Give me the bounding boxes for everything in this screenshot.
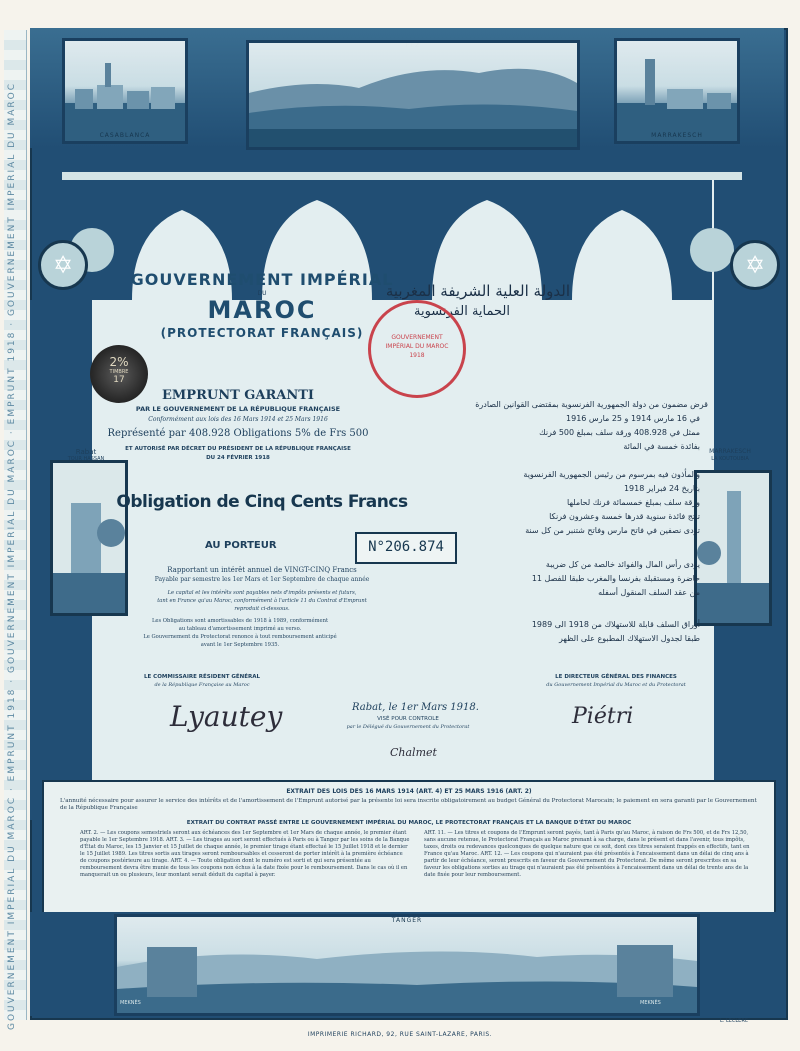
arabic-line-5: والمأذون فيه بمرسوم من رئيس الجمهورية الفرنسوية	[523, 470, 700, 479]
left-signatory-sub: de la République Française au Maroc	[154, 682, 250, 688]
koutoubia-label: LA KOUTOUBIA	[711, 456, 749, 462]
laws-extract-text: L'annuité nécessaire pour assurer le service des intérêts et de l'amortissement de l'Emprunt autorisé par la présente loi sera inscrite obligatoirement au budget Général du Protectorat Marocain; le paiement en sera garanti par le Gouvernement de la République Française	[60, 798, 757, 811]
meknes-right-label: MEKNÈS	[640, 1000, 661, 1006]
arabic-line-9: تؤدى نصفين في فاتح مارس وفاتح شتنبر من كل سنة	[525, 526, 700, 535]
loan-laws: Conformément aux lois des 16 Mars 1914 et 25 Mars 1916	[148, 416, 328, 423]
rabat-vignette	[50, 460, 128, 616]
tour-hassan-illustration	[53, 463, 125, 613]
red-ink-stamp	[368, 300, 466, 398]
seal-number: 17	[113, 375, 125, 385]
rabat-label: Rabat	[75, 448, 97, 456]
note-line-2: tant en France qu'au Maroc, conformément à l'article 11 du Contrat d'Emprunt	[157, 598, 367, 604]
interest-line: Rapportant un intérêt annuel de VINGT-CINQ Francs	[167, 566, 357, 574]
control-signature: Chalmet	[390, 746, 437, 759]
note-line-1: Le capital et les intérêts sont payables nets d'impôts présents et futurs,	[167, 590, 357, 596]
right-signatory-title: LE DIRECTEUR GÉNÉRAL DES FINANCES	[555, 674, 677, 680]
stub-text: GOUVERNEMENT IMPÉRIAL DU MAROC · EMPRUNT 1918 · GOUVERNEMENT IMPÉRIAL DU MAROC · EMPRUNT 1918 · GOUVERNEMENT IMPÉRIAL DU MAROC	[7, 81, 17, 1030]
arabic-line-14: طبقا لجدول الاستهلاك المطبوع على الظهر	[559, 634, 700, 643]
arabic-line-2: في 16 مارس 1914 و 25 مارس 1916	[566, 414, 700, 423]
arabic-line-8: تنتج فائدة سنوية قدرها خمسة وعشرون فرنكا	[549, 512, 700, 521]
arabic-line-3: ممثل في 408.928 ورقة سلف بمبلغ 500 فرنك	[539, 428, 700, 437]
perforated-stub	[4, 30, 27, 1030]
title-line1: GOUVERNEMENT IMPÉRIAL	[130, 270, 394, 289]
tanger-vignette	[114, 914, 700, 1016]
tax-stamp-seal	[90, 345, 148, 403]
arabic-line-11: حاضرة ومستقبلة بفرنسا والمغرب طبقا للفصل 11	[531, 574, 700, 583]
left-signature: Lyautey	[170, 700, 283, 733]
marrakesch-vignette	[614, 38, 740, 144]
contract-column-right: ART. 11. — Les titres et coupons de l'Emprunt seront payés, tant à Paris qu'au Maroc, à raison de Frs 500, et de Frs 12,50, sans aucune retenue, le Protectorat Français au Maroc prenant à sa charge, dans le présent et dans l'avenir, tous impôts, taxes, droits ou redevances quelconques de quelque nature que ce soit, dont ces titres seraient frappés en effectifs, tant en France qu'au Maroc. ART. 12. — Les coupons qui n'auraient pas été présentés à l'encaissement dans un délai de cinq ans à partir de leur échéance, seront prescrits en faveur du Gouvernement du Protectorat. De même seront prescrites en sa faveur les obligations sorties au tirage qui n'auraient pas été présentées à l'encaissement dans un délai de trente ans de la date fixée pour leur remboursement.	[424, 830, 750, 878]
arabic-line-12: من عقد السلف المنقول أسفله	[598, 588, 700, 597]
loan-decree-date: DU 24 FÉVRIER 1918	[206, 455, 270, 461]
bond-title: Obligation de Cinq Cents Francs	[116, 492, 408, 512]
tanger-illustration	[117, 917, 697, 1013]
marrakesch-illustration	[617, 41, 737, 141]
legal-extracts	[42, 780, 776, 918]
meknes-left-label: MEKNÈS	[120, 1000, 141, 1006]
loan-guarantor: PAR LE GOUVERNEMENT DE LA RÉPUBLIQUE FRANÇAISE	[135, 405, 341, 413]
note-line-3: reproduit ci-dessous.	[234, 606, 290, 612]
contract-heading: EXTRAIT DU CONTRAT PASSÉ ENTRE LE GOUVERNEMENT IMPÉRIAL DU MAROC, LE PROTECTORAT FRANÇAIS ET LA BANQUE D'ÉTAT DU MAROC	[186, 820, 632, 826]
contract-column-left: ART. 2. — Les coupons semestriels seront aux échéances des 1er Septembre et 1er Mars de chaque année, le premier étant payable le 1er Septembre 1918. ART. 3. — Les tirages au sort seront effectués à Paris ou à Tanger par les soins de la Banque d'État du Maroc, les 15 Janvier et 15 Juillet de chaque année, le premier tirage étant effectué le 15 Juillet 1918 et le dernier le 15 Juillet 1989. Les titres sortis aux tirages seront remboursables et cesseront de porter intérêt à la première échéance de coupons postérieure au tirage. ART. 4. — Toute obligation dont le numéro est sorti et qui sera présentée au remboursement devra être munie de tous les coupons non échus à la date fixée pour le remboursement. Dans le cas où il en manquerait un ou plusieurs, leur montant serait déduit du capital à payer.	[80, 830, 410, 878]
arabic-line-13: أوراق السلف قابلة للاستهلاك من 1918 الى 1989	[531, 620, 700, 629]
loan-decree: ET AUTORISÉ PAR DÉCRET DU PRÉSIDENT DE LA RÉPUBLIQUE FRANÇAISE	[125, 446, 351, 452]
title-maroc: MAROC	[207, 296, 317, 324]
left-star-medallion: ✡	[38, 240, 88, 290]
marrakesch-label: MARRAKESCH	[651, 132, 703, 139]
arabic-line-7: ورقة سلف بمبلغ خمسمائة فرنك لحاملها	[567, 498, 700, 507]
arabic-title-1: الدولة العلية الشريفة المغربية	[385, 282, 570, 300]
right-signature: Piétri	[572, 704, 634, 729]
payable-line: Payable par semestre les 1er Mars et 1er Septembre de chaque année	[154, 576, 370, 583]
place-date: Rabat, le 1er Mars 1918.	[352, 702, 479, 713]
amort-line-2: au tableau d'amortissement imprimé au verso.	[178, 626, 302, 632]
arabic-line-4: بفائدة خمسة في المائة	[623, 442, 700, 451]
right-signatory-sub: du Gouvernement Impérial du Maroc et du Protectorat	[546, 682, 686, 688]
koutoubia-illustration	[697, 473, 769, 623]
casablanca-vignette	[62, 38, 188, 144]
casablanca-illustration	[65, 41, 185, 141]
amort-line-3: Le Gouvernement du Protectorat renonce à tout remboursement anticipé	[143, 634, 337, 640]
marrakesch-side-label: MARRAKESCH	[709, 448, 751, 455]
loan-heading: EMPRUNT GARANTI	[161, 388, 315, 403]
bearer-label: AU PORTEUR	[205, 540, 277, 551]
vise-label: VISÉ POUR CONTROLE	[377, 716, 439, 722]
right-star-medallion: ✡	[730, 240, 780, 290]
fez-vignette	[246, 40, 580, 150]
left-signatory-title: LE COMMISSAIRE RÉSIDENT GÉNÉRAL	[144, 674, 260, 680]
arabic-line-6: بتاريخ 24 فبراير 1918	[623, 484, 700, 493]
arabic-line-1: قرض مضمون من دولة الجمهورية الفرنسوية بمقتضى القوانين الصادرة	[475, 400, 708, 409]
amort-line-1: Les Obligations sont amortissables de 1918 à 1989, conformément	[151, 618, 329, 624]
amort-line-4: avant le 1er Septembre 1935.	[200, 642, 280, 648]
koutoubia-vignette	[694, 470, 772, 626]
seal-rate: 2%	[109, 355, 129, 369]
seal-label: TIMBRE	[109, 369, 129, 375]
printer-credit: IMPRIMERIE RICHARD, 92, RUE SAINT-LAZARE, PARIS.	[307, 1031, 493, 1038]
serial-number: N°206.874	[355, 532, 457, 564]
tour-hassan-label: TOUR HASSAN	[67, 456, 105, 462]
arabic-title-2: الحماية الفرنسوية	[413, 304, 510, 319]
laws-extract-heading: EXTRAIT DES LOIS DES 16 MARS 1914 (ART. 4) ET 25 MARS 1916 (ART. 2)	[286, 788, 532, 795]
stamp-text: GOUVERNEMENT IMPÉRIAL DU MAROC 1918	[385, 334, 449, 359]
vise-sub: par le Délégué du Gouvernement du Protectorat	[346, 724, 470, 730]
tanger-label: TANGER	[391, 917, 423, 924]
casablanca-label: CASABLANCA	[99, 132, 151, 139]
title-protectorat: (PROTECTORAT FRANÇAIS)	[160, 326, 364, 340]
engraver-credit: L. LECLERC	[720, 1018, 749, 1024]
arabic-line-10: يؤدى رأس المال والفوائد خالصة من كل ضريبة	[545, 560, 700, 569]
title-du: DU	[257, 290, 267, 297]
fez-label: FEZ	[405, 42, 421, 49]
loan-represented: Représenté par 408.928 Obligations 5% de Frs 500	[107, 428, 369, 439]
fez-illustration	[249, 43, 577, 147]
